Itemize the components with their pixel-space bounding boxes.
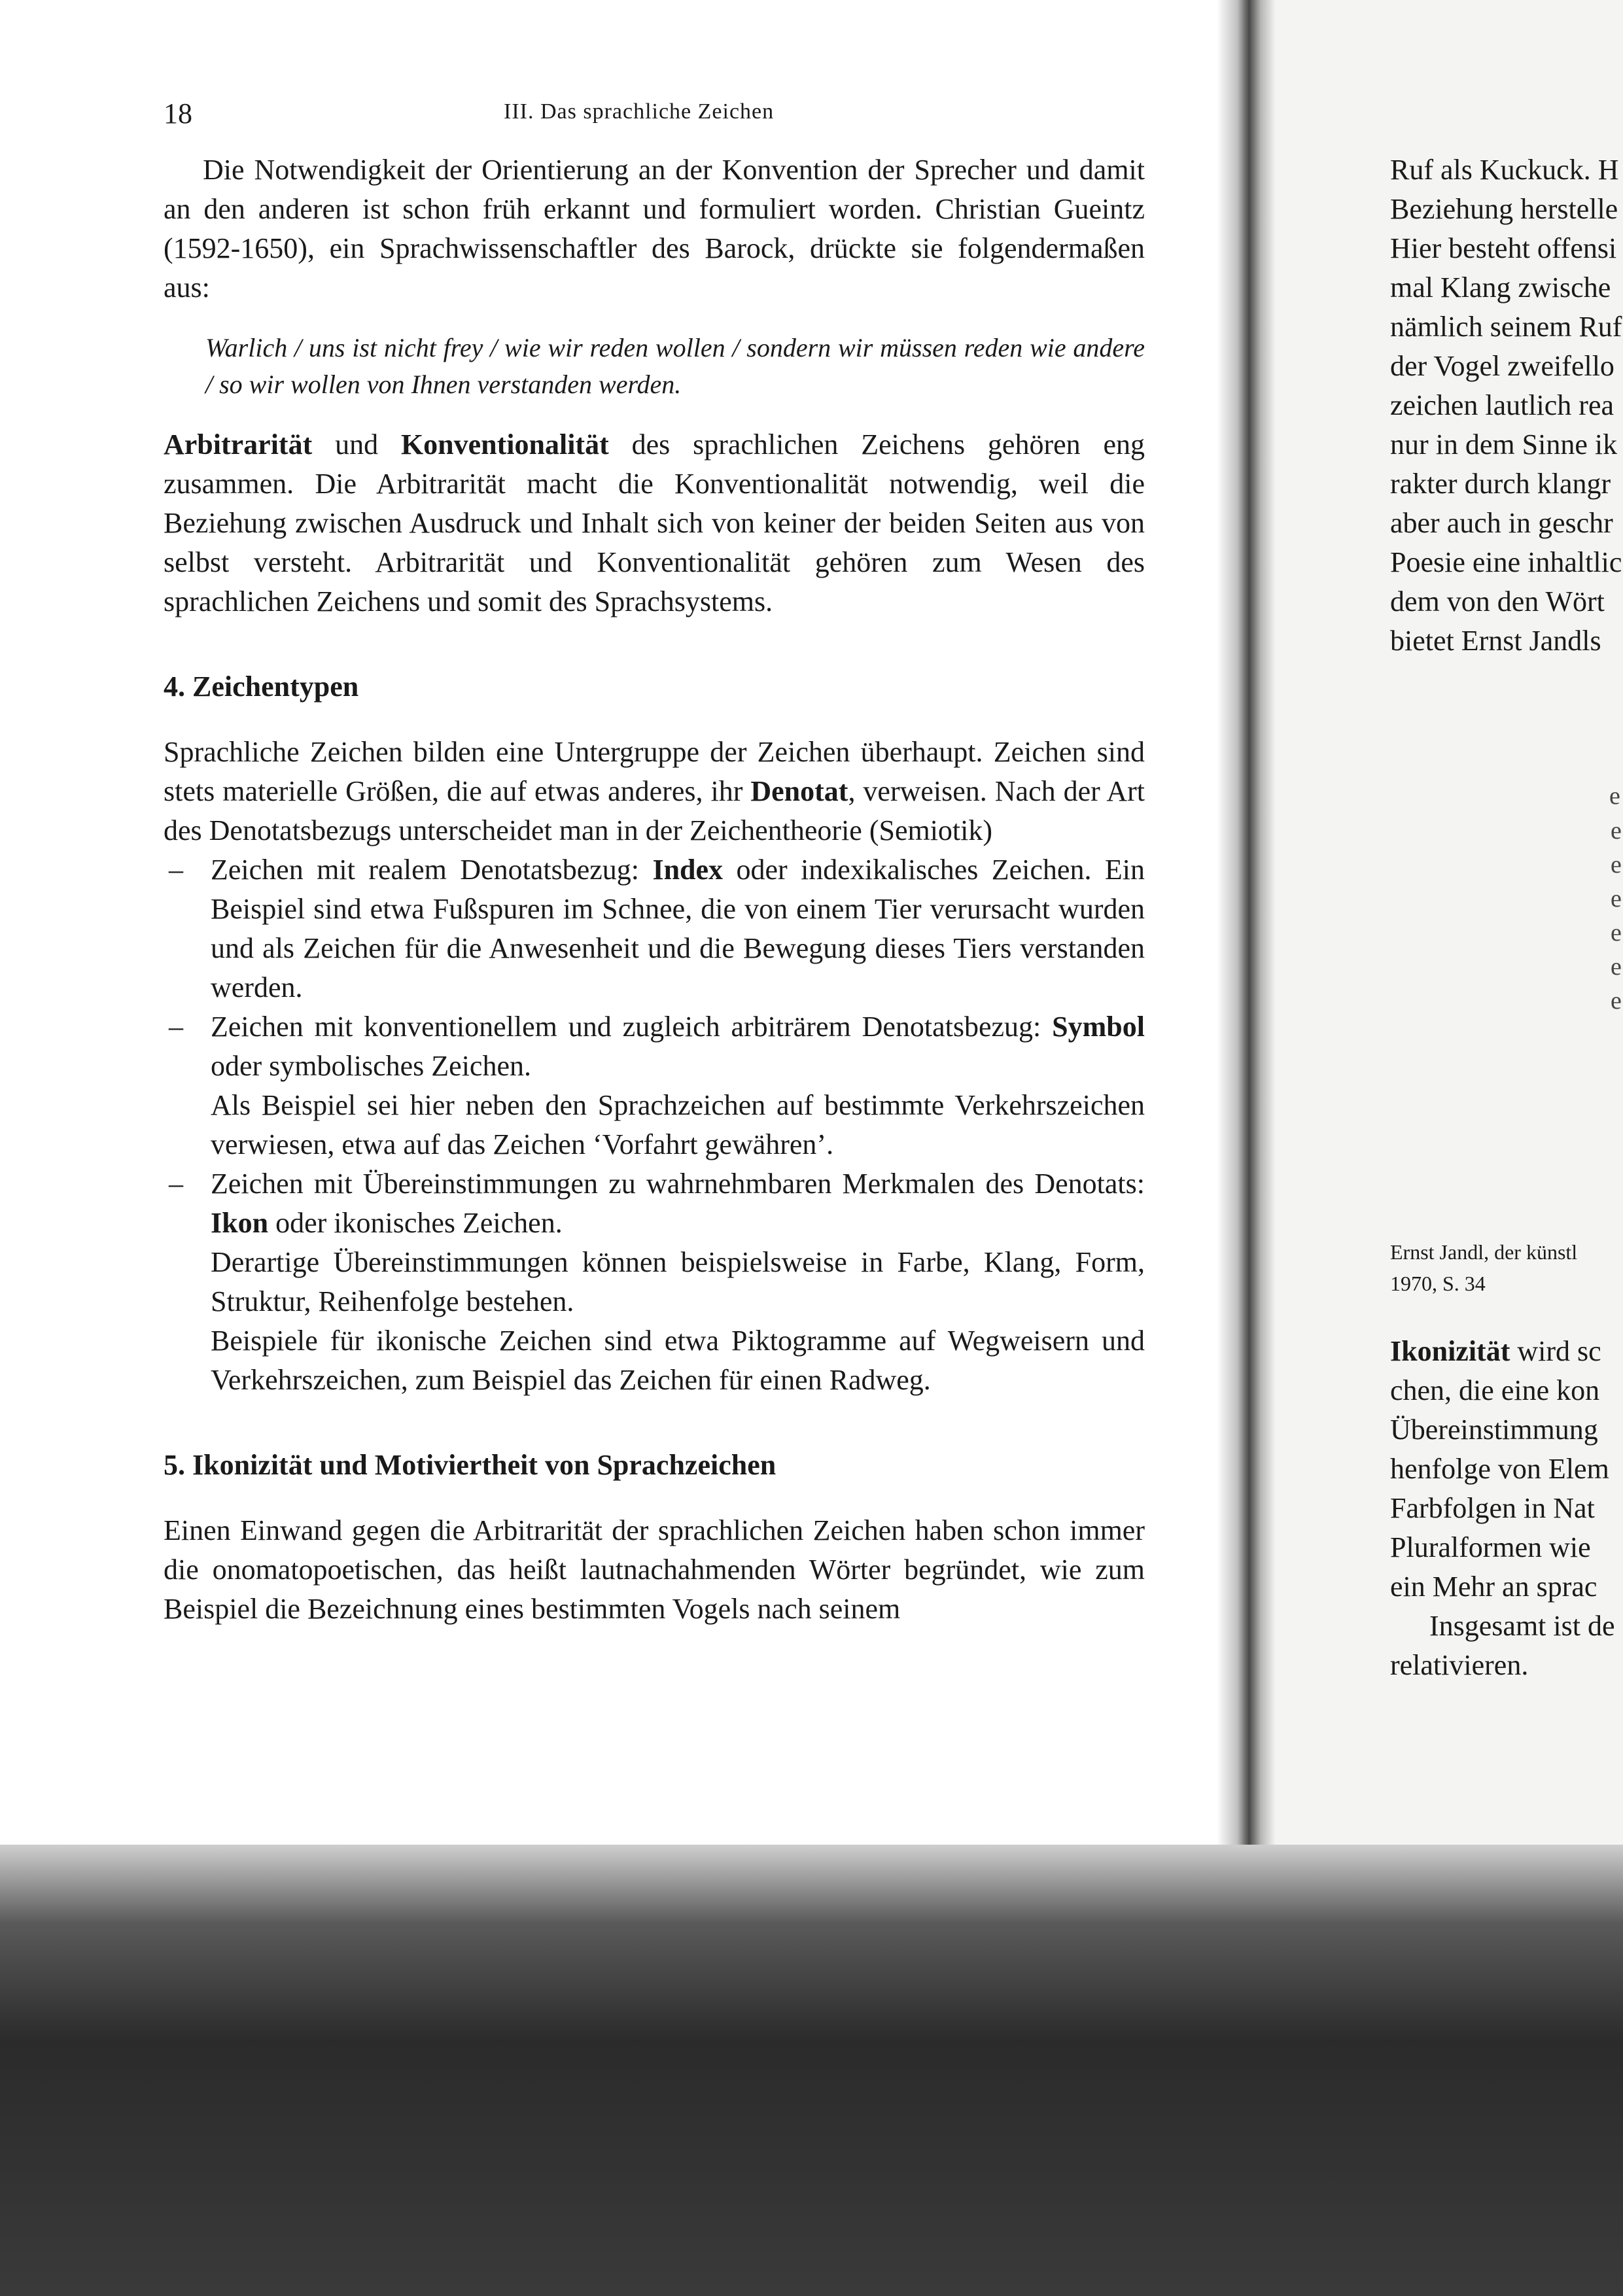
right-line: Ikonizität wird sc bbox=[1390, 1335, 1601, 1367]
right-line: Farbfolgen in Nat bbox=[1390, 1492, 1595, 1524]
right-line: Pluralformen wie bbox=[1390, 1531, 1591, 1563]
poem-glyph: e bbox=[1611, 953, 1622, 981]
list-item-ikon: – Zeichen mit Übereinstimmungen zu wahrnehmbaren Merkmalen des Denotats: Ikon oder ikonisches Zeichen. Derartige Übereinstimmungen können beispielsweise in Farbe, Klang, Form, Struktur, Reihenfolge bestehen. Beispiele für ikonische Zeichen sind etwa Piktogramme auf Wegweisern und Verkehrszeichen, zum Beispiel das Zeichen für einen Radweg. bbox=[164, 1164, 1145, 1400]
right-line: Übereinstimmung bbox=[1390, 1414, 1598, 1446]
figure-caption: Ernst Jandl, der künstl bbox=[1390, 1240, 1578, 1264]
paragraph-arbitrariness: Arbitrarität und Konventionalität des sprachlichen Zeichens gehören eng zusammen. Die Arbitrarität macht die Konventionalität notwendig, weil die Beziehung zwischen Ausdruck und Inhalt sich von keiner der beiden Seiten aus von selbst versteht. Arbitrarität und Konventionalität gehören zum Wesen des sprachlichen Zeichens und somit des Sprachsystems. bbox=[164, 428, 1145, 617]
running-head: III. Das sprachliche Zeichen bbox=[504, 99, 775, 124]
right-line: relativieren. bbox=[1390, 1649, 1529, 1681]
right-line: bietet Ernst Jandls bbox=[1390, 625, 1601, 657]
term-ikonizitaet: Ikonizität bbox=[1390, 1335, 1510, 1367]
right-line: Poesie eine inhaltlic bbox=[1390, 546, 1622, 578]
paragraph-onomatopoeia: Einen Einwand gegen die Arbitrarität der sprachlichen Zeichen haben schon immer die onomatopoetischen, das heißt lautnachahmenden Wörter begründet, wie zum Beispiel die Bezeichnung eines bestimmten Vogels nach seinem bbox=[164, 1514, 1145, 1625]
paragraph-convention: Die Notwendigkeit der Orientierung an der Konvention der Sprecher und damit an den anderen ist schon früh erkannt und formuliert worden. Christian Gueintz (1592-1650), ein Sprachwissenschaftler des Barock, drückte sie folgendermaßen aus: bbox=[164, 154, 1145, 304]
poem-glyph: e bbox=[1611, 851, 1622, 878]
right-page-text bbox=[1390, 150, 1623, 1685]
term-konventionalitaet: Konventionalität bbox=[400, 428, 609, 461]
right-line: der Vogel zweifello bbox=[1390, 350, 1614, 382]
right-line: chen, die eine kon bbox=[1390, 1374, 1600, 1406]
quote-gueintz: Warlich / uns ist nicht frey / wie wir reden wollen / sondern wir müssen reden wie andere / so wir wollen von Ihnen verstanden werden. bbox=[205, 333, 1145, 399]
right-line: Hier besteht offensi bbox=[1390, 232, 1617, 264]
right-line: Ruf als Kuckuck. H bbox=[1390, 154, 1619, 186]
page-number: 18 bbox=[164, 97, 192, 130]
right-line: dem von den Wört bbox=[1390, 585, 1605, 617]
left-page-text bbox=[164, 150, 1145, 1629]
right-line: aber auch in geschr bbox=[1390, 507, 1613, 539]
poem-glyph: e bbox=[1611, 885, 1622, 913]
scanner-bed-shadow bbox=[0, 1845, 1623, 2296]
sign-types-list bbox=[164, 850, 1145, 1400]
term-index: Index bbox=[652, 854, 724, 886]
page-header bbox=[164, 97, 1145, 136]
term-ikon: Ikon bbox=[211, 1207, 269, 1239]
right-line: ein Mehr an sprac bbox=[1390, 1571, 1597, 1603]
term-arbitraritaet: Arbitrarität bbox=[164, 428, 313, 461]
figure-caption: 1970, S. 34 bbox=[1390, 1272, 1486, 1295]
right-line: Insgesamt ist de bbox=[1429, 1610, 1615, 1642]
right-line: rakter durch klangr bbox=[1390, 468, 1611, 500]
poem-glyph: e bbox=[1609, 782, 1620, 810]
poem-area bbox=[1390, 661, 1623, 1236]
book-spine-shadow bbox=[1217, 0, 1276, 1845]
term-denotat: Denotat bbox=[750, 775, 848, 807]
right-line: nämlich seinem Ruf bbox=[1390, 311, 1622, 343]
section-heading-zeichentypen: 4. Zeichentypen bbox=[164, 670, 359, 703]
right-line: nur in dem Sinne ik bbox=[1390, 428, 1618, 461]
right-line: Beziehung herstelle bbox=[1390, 193, 1618, 225]
right-line: mal Klang zwische bbox=[1390, 271, 1611, 304]
poem-glyph: e bbox=[1611, 987, 1622, 1015]
section-heading-ikonizitaet: 5. Ikonizität und Motiviertheit von Sprachzeichen bbox=[164, 1449, 777, 1481]
poem-glyph: e bbox=[1611, 817, 1622, 844]
list-item-symbol: – Zeichen mit konventionellem und zugleich arbiträrem Denotatsbezug: Symbol oder symbolisches Zeichen. Als Beispiel sei hier neben den Sprachzeichen auf bestimmte Verkehrszeichen verwiesen, etwa auf das Zeichen ‘Vorfahrt gewähren’. bbox=[164, 1007, 1145, 1164]
poem-glyph: e bbox=[1611, 919, 1622, 947]
right-line: zeichen lautlich rea bbox=[1390, 389, 1614, 421]
list-item-index: – Zeichen mit realem Denotatsbezug: Index oder indexikalisches Zeichen. Ein Beispiel sind etwa Fußspuren im Schnee, die von einem Tier verursacht wurden und als Zeichen für die Anwesenheit und die Bewegung dieses Tiers verstanden werden. bbox=[164, 850, 1145, 1007]
paragraph-sign-types: Sprachliche Zeichen bilden eine Untergruppe der Zeichen überhaupt. Zeichen sind stets materielle Größen, die auf etwas anderes, ihr Denotat, verweisen. Nach der Art des Denotatsbezugs unterscheidet man in der Zeichentheorie (Semiotik) bbox=[164, 736, 1145, 846]
right-line: henfolge von Elem bbox=[1390, 1453, 1609, 1485]
term-symbol: Symbol bbox=[1052, 1011, 1145, 1043]
